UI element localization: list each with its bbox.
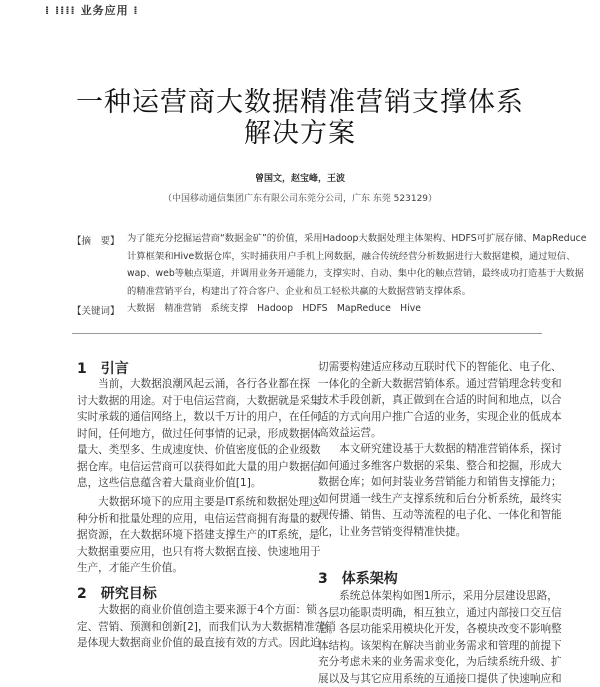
section-marks: ⁞ ⁞⁞⁞⁞ [45, 4, 76, 17]
heading-research-goal: 2 研究目标 [77, 583, 157, 603]
paragraph-line: 生产，才能产生价值。 [77, 560, 183, 577]
paragraph-line: 系统总体架构如图1所示，采用分层建设思路， [318, 588, 558, 605]
paragraph-line: 种分析和批量处理的应用，电信运营商拥有海量的数 [77, 511, 321, 528]
authors: 曾国文，赵宝峰，王波 [0, 171, 600, 184]
paragraph-line: 展以及与其它应用系统的互通接口提供了快速响应和 [318, 671, 562, 687]
paragraph-line: 适的方式向用户推广合适的业务，实现企业的低成本 [318, 409, 562, 426]
paragraph-line: 量大、类型多、生成速度快、价值密度低的企业级数 [77, 442, 321, 459]
paragraph-line: 据仓库。电信运营商可以获得如此大量的用户数据信 [77, 459, 321, 476]
paper-title-line1: 一种运营商大数据精准营销支撑体系 [0, 80, 600, 119]
paragraph-line: 化，让业务营销变得精准快捷。 [318, 524, 466, 541]
paragraph-line: 定、营销、预测和创新[2]，而我们认为大数据精准营销 [77, 619, 336, 636]
paragraph-line: 息，这些信息蕴含着大量商业价值[1]。 [77, 475, 262, 492]
paragraph-line: 实时承载的通信网络上，数以千万计的用户，在任何 [77, 409, 321, 426]
paragraph-line: 充分考虑未来的业务需求变化，为后续系统升级、扩 [318, 654, 562, 671]
paragraph-line: 大数据的商业价值创造主要来源于4个方面：锁 [77, 602, 317, 619]
heading-architecture: 3 体系架构 [318, 568, 398, 588]
paragraph-line: 技术手段创新，真正做到在合适的时间和地点，以合 [318, 392, 562, 409]
abstract-label: 【摘 要】 [72, 233, 120, 247]
abstract-line: 计算框架和Hive数据仓库，实时捕获用户手机上网数据，融合传统经营分析数据进行大数据建模，通过短信、 [127, 248, 575, 266]
paragraph-line: 各层功能职责明确，相互独立，通过内部接口交互信 [318, 605, 562, 622]
paragraph-line: 当前，大数据浪潮风起云涌，各行各业都在探 [77, 376, 310, 393]
paragraph-line: 本文研究建设基于大数据的精准营销体系，探讨 [318, 441, 562, 458]
paragraph-line: 时间，任何地方，做过任何事情的记录，形成数据体 [77, 426, 321, 443]
paragraph-line: 息。各层功能采用模块化开发，各模块改变不影响整 [318, 621, 562, 638]
section-name: 业务应用 [81, 4, 129, 17]
keywords: 大数据 精准营销 系统支撑 Hadoop HDFS MapReduce Hive [127, 300, 421, 318]
section-end-mark: ⁞ [133, 4, 138, 17]
paragraph-line: 切需要构建适应移动互联时代下的智能化、电子化、 [318, 359, 562, 376]
paragraph-line: 大数据重要应用，也只有将大数据直接、快速地用于 [77, 544, 321, 561]
paragraph-line: 体结构。该架构在解决当前业务需求和管理的前提下 [318, 638, 562, 655]
paragraph-line: 据资源，在大数据环境下搭建支撑生产的IT系统，是 [77, 527, 320, 544]
paragraph-line: 如何通过多维客户数据的采集、整合和挖掘，形成大 [318, 458, 562, 475]
heading-introduction: 1 引言 [77, 358, 129, 378]
paragraph-line: 一体化的全新大数据营销体系。通过营销理念转变和 [318, 376, 562, 393]
affiliation: （中国移动通信集团广东有限公司东莞分公司，广东 东莞 523129） [0, 191, 600, 204]
abstract-line: 为了能充分挖掘运营商“数据金矿”的价值，采用Hadoop大数据处理主体架构、HDFS可扩展存储、MapReduce [127, 230, 586, 248]
paper-title-line2: 解决方案 [0, 111, 600, 150]
paragraph-line: 现传播、销售、互动等流程的电子化、一体化和智能 [318, 507, 562, 524]
paragraph-line: 大数据环境下的应用主要是IT系统和数据处理这 [77, 494, 320, 511]
paragraph-line: 如何贯通一线生产支撑系统和后台分析系统，最终实 [318, 491, 562, 508]
paragraph-line: 数据仓库；如何封装业务营销能力和销售支撑能力； [318, 474, 562, 491]
paragraph-line: 高效益运营。 [318, 425, 382, 442]
running-header [45, 2, 139, 18]
paragraph-line: 是体现大数据商业价值的最直接有效的方式。因此迫 [77, 635, 321, 652]
abstract-divider [72, 333, 542, 334]
abstract-line: 的精准营销平台，构建出了符合客户、企业和员工轻松共赢的大数据营销支撑体系。 [127, 283, 471, 301]
keywords-label: 【关键词】 [72, 303, 120, 317]
abstract-line: wap、web等触点渠道，并调用业务开通能力，支撑实时、自动、集中化的触点营销，最终成功打造基于大数据 [127, 265, 584, 283]
paragraph-line: 讨大数据的用途。对于电信运营商，大数据就是采集 [77, 393, 321, 410]
